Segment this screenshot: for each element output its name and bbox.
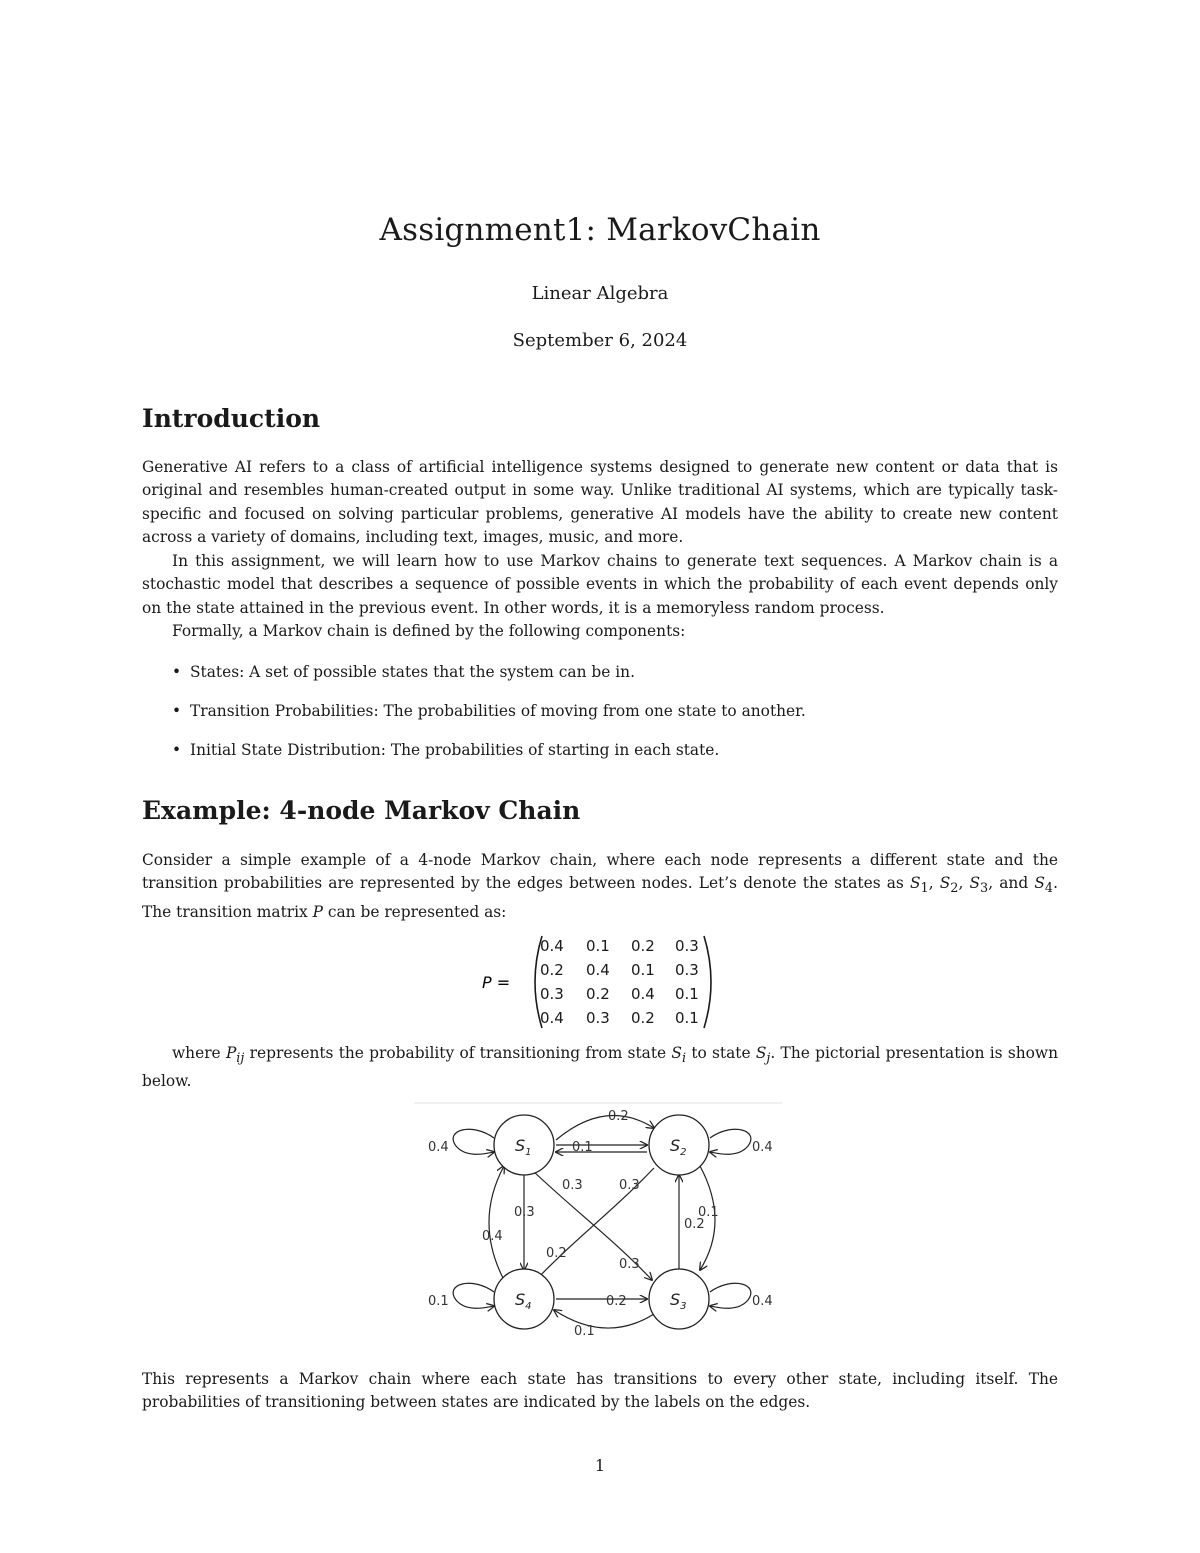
matrix-cell: 0.2: [631, 1009, 655, 1027]
diagram-svg: [414, 1100, 784, 1340]
self-loop: [453, 1283, 494, 1308]
edge: [554, 1310, 654, 1328]
section-heading-example: Example: 4-node Markov Chain: [142, 796, 581, 825]
edge: [489, 1166, 504, 1280]
paper-date: September 6, 2024: [512, 330, 688, 351]
matrix-cells: [540, 937, 699, 1027]
intro-paragraph-1: Generative AI refers to a class of artificial intelligence systems designed to generate new content or data that is original and resembles human-created output in some way. Unlike traditional AI systems, which are typically task-specific and focused on solving particular problems, generative AI models have the ability to create new content across a variety of domains, including text, images, music, and more.: [142, 458, 1058, 547]
matrix-cell: 0.3: [540, 985, 564, 1003]
paper-title: Assignment1: MarkovChain: [379, 212, 821, 248]
matrix-cell: 0.2: [631, 937, 655, 955]
edge-label: 0.4: [752, 1294, 773, 1309]
intro-paragraph-2: In this assignment, we will learn how to use Markov chains to generate text sequences. A Markov chain is a stochastic model that describes a sequence of possible events in which the probability of each event depends only on the state attained in the previous event. In other words, it is a memoryless random process.: [142, 552, 1058, 617]
matrix-cell: 0.4: [631, 985, 655, 1003]
matrix-cell: 0.1: [675, 985, 699, 1003]
matrix-cell: 0.2: [540, 961, 564, 979]
edge-label: 0.1: [574, 1324, 595, 1339]
self-loop: [710, 1283, 751, 1308]
right-paren: [704, 936, 711, 1028]
edge-label: 0.1: [572, 1140, 593, 1155]
self-loop: [453, 1129, 494, 1154]
edge-label: 0.3: [562, 1178, 583, 1193]
edge-label: 0.3: [619, 1178, 640, 1193]
matrix-cell: 0.3: [675, 961, 699, 979]
edge-label: 0.1: [428, 1294, 449, 1309]
edge-label: 0.2: [684, 1217, 705, 1232]
matrix-label: P =: [482, 973, 511, 992]
edge-label: 0.3: [514, 1205, 535, 1220]
list-item: • States: A set of possible states that the system can be in.: [172, 663, 1052, 702]
intro-paragraph-3: Formally, a Markov chain is defined by the following components:: [172, 622, 686, 640]
list-item: • Initial State Distribution: The probabilities of starting in each state.: [172, 741, 1052, 780]
example-paragraph-2: where $P_{ij}$ represents the probability of transitioning from state $S_i$ to state $S_j$. The pictorial presentation is shown below.: [142, 1044, 1058, 1091]
example-paragraph-3: This represents a Markov chain where each state has transitions to every other state, including itself. The probabilities of transitioning between states are indicated by the labels on the edges.: [142, 1370, 1058, 1412]
edge-label: 0.4: [428, 1140, 449, 1155]
edge: [556, 1116, 654, 1141]
edge-label: 0.2: [546, 1246, 567, 1261]
matrix-cell: 0.4: [540, 1009, 564, 1027]
edge-labels: [428, 1109, 773, 1339]
node-label-s1: $S_1$: [515, 1136, 532, 1158]
matrix-cell: 0.4: [586, 961, 610, 979]
node-label-s4: $S_4$: [515, 1290, 532, 1312]
matrix-cell: 0.1: [675, 1009, 699, 1027]
example-paragraph-1: Consider a simple example of a 4-node Markov chain, where each node represents a different state and the transition probabilities are represented by the edges between nodes. Let’s denote the states as $S_1$, $S_2$, $S_3$, and $S_4$. The transition matrix P can be represented as:: [142, 851, 1058, 921]
node-label-s2: $S_2$: [670, 1136, 687, 1158]
edge-label: 0.1: [698, 1205, 719, 1220]
components-list: [172, 663, 1052, 780]
edge-label: 0.4: [482, 1229, 503, 1244]
edge-label: 0.2: [606, 1294, 627, 1309]
edge-label: 0.4: [752, 1140, 773, 1155]
edge-label: 0.3: [619, 1257, 640, 1272]
edge-label: 0.2: [608, 1109, 629, 1124]
paper-subtitle: Linear Algebra: [531, 283, 669, 304]
matrix-svg: [480, 932, 740, 1032]
matrix-cell: 0.1: [586, 937, 610, 955]
matrix-cell: 0.3: [586, 1009, 610, 1027]
self-loop: [710, 1129, 751, 1154]
transition-matrix: [480, 932, 740, 1032]
section-heading-introduction: Introduction: [142, 404, 321, 433]
node-label-s3: $S_3$: [670, 1290, 687, 1312]
matrix-cell: 0.3: [675, 937, 699, 955]
matrix-cell: 0.2: [586, 985, 610, 1003]
matrix-cell: 0.4: [540, 937, 564, 955]
list-item: • Transition Probabilities: The probabilities of moving from one state to another.: [172, 702, 1052, 741]
markov-chain-diagram: [414, 1100, 784, 1344]
matrix-cell: 0.1: [631, 961, 655, 979]
page-number: 1: [594, 1456, 606, 1475]
